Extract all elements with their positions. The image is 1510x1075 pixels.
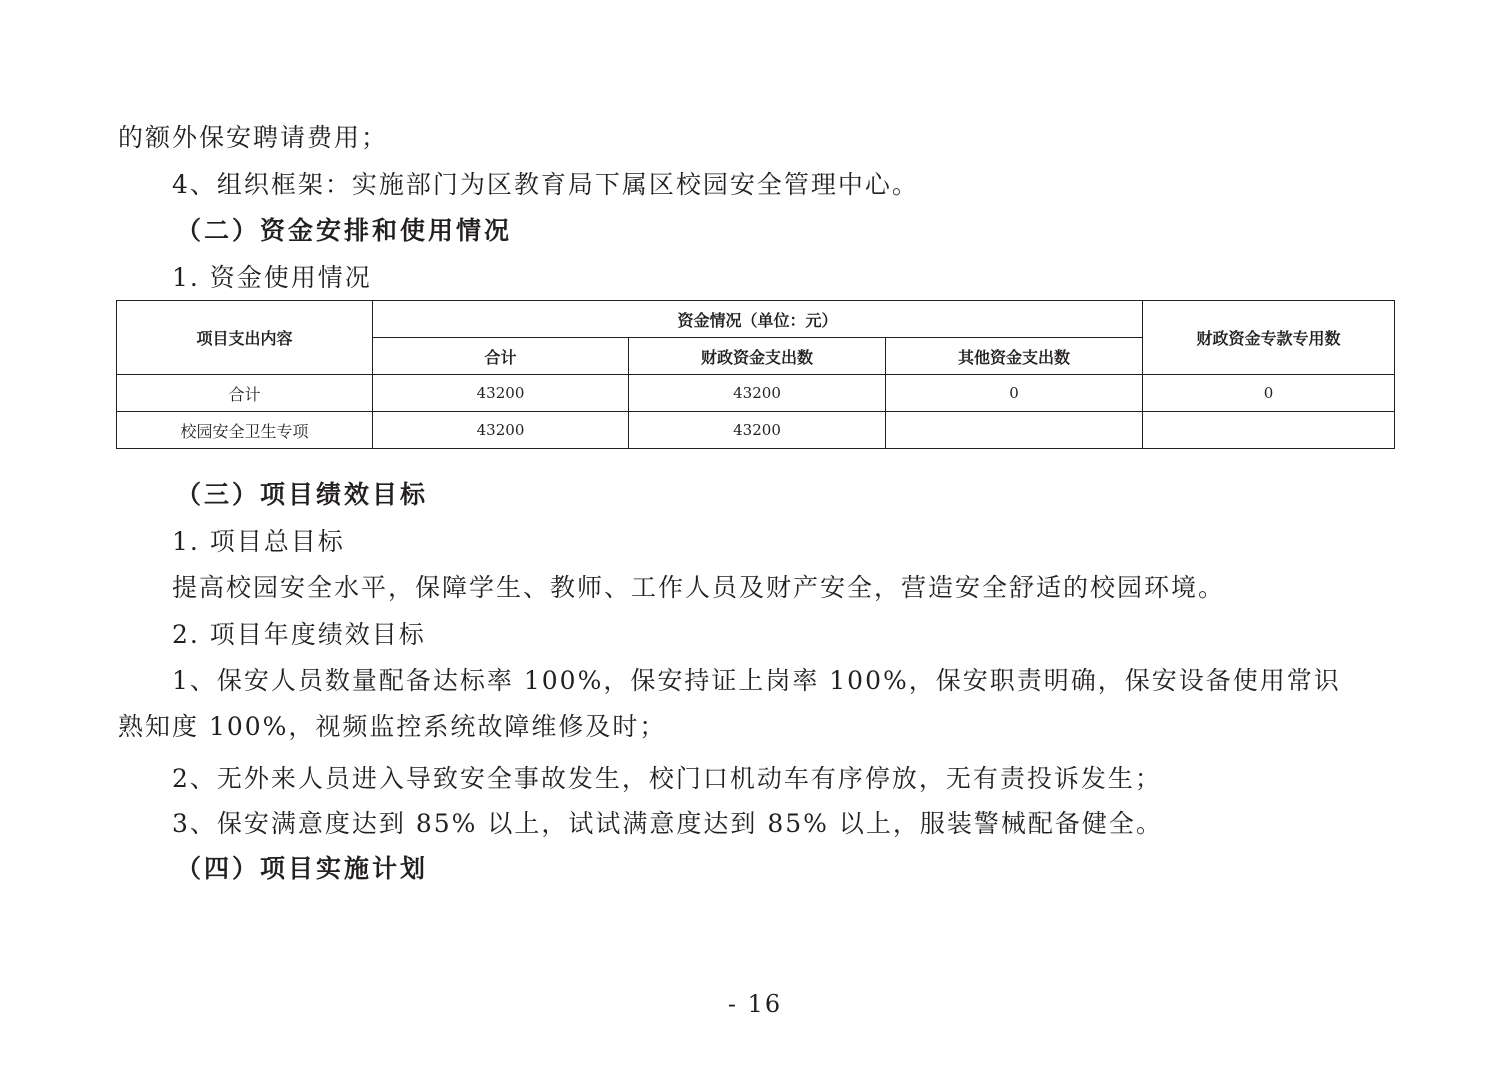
subsection-heading-overall-goal: 1. 项目总目标 — [172, 527, 345, 556]
paragraph-goal-2: 2、无外来人员进入导致安全事故发生，校门口机动车有序停放，无有责投诉发生； — [172, 764, 1162, 793]
subsection-heading-annual-goals: 2. 项目年度绩效目标 — [172, 620, 426, 649]
cell-other: 0 — [886, 375, 1143, 412]
header-fiscal-expenditure: 财政资金支出数 — [629, 338, 886, 375]
section-heading-performance-goals: （三）项目绩效目标 — [176, 480, 429, 509]
cell-other — [886, 412, 1143, 449]
page-number: - 16 — [727, 990, 783, 1018]
header-fund-status: 资金情况（单位：元） — [373, 301, 1143, 338]
section-heading-implementation-plan: （四）项目实施计划 — [176, 854, 429, 883]
paragraph-organization: 4、组织框架：实施部门为区教育局下属区校园安全管理中心。 — [172, 170, 919, 199]
paragraph-goal-3: 3、保安满意度达到 85% 以上，试试满意度达到 85% 以上，服装警械配备健全。 — [172, 809, 1163, 838]
table-row — [117, 412, 1395, 449]
subsection-heading-fund-usage: 1. 资金使用情况 — [172, 263, 372, 292]
fund-usage-table — [116, 300, 1395, 449]
cell-special: 0 — [1143, 375, 1395, 412]
cell-item: 校园安全卫生专项 — [117, 412, 373, 449]
paragraph-goal-1-line-1: 1、保安人员数量配备达标率 100%，保安持证上岗率 100%，保安职责明确，保安设备使用常识 — [172, 666, 1341, 695]
table-row — [117, 375, 1395, 412]
paragraph-overall-goal: 提高校园安全水平，保障学生、教师、工作人员及财产安全，营造安全舒适的校园环境。 — [172, 573, 1226, 602]
section-heading-funds: （二）资金安排和使用情况 — [176, 216, 513, 245]
header-project-item: 项目支出内容 — [117, 301, 373, 375]
paragraph-goal-1-line-2: 熟知度 100%，视频监控系统故障维修及时； — [118, 712, 667, 741]
cell-fiscal: 43200 — [629, 375, 886, 412]
paragraph-continuation: 的额外保安聘请费用； — [118, 123, 389, 152]
header-total: 合计 — [373, 338, 629, 375]
cell-item: 合计 — [117, 375, 373, 412]
cell-special — [1143, 412, 1395, 449]
header-special-funds: 财政资金专款专用数 — [1143, 301, 1395, 375]
cell-total: 43200 — [373, 412, 629, 449]
header-other-expenditure: 其他资金支出数 — [886, 338, 1143, 375]
cell-fiscal: 43200 — [629, 412, 886, 449]
cell-total: 43200 — [373, 375, 629, 412]
table-header-row — [117, 301, 1395, 338]
